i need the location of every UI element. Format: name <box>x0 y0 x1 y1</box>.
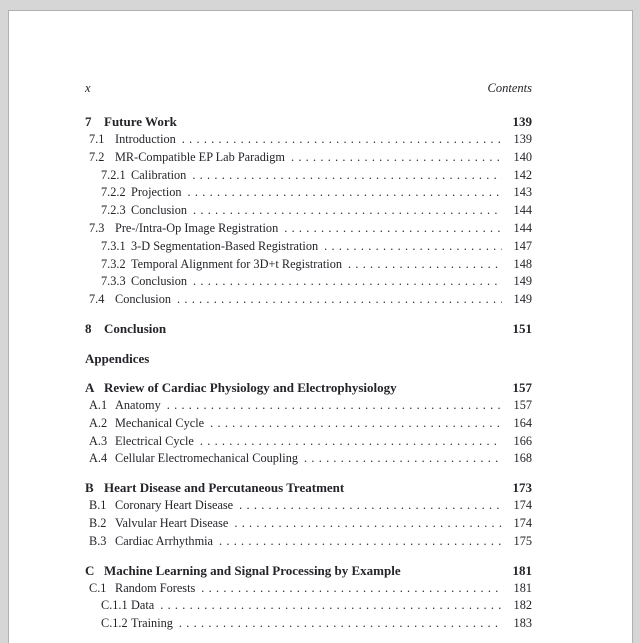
toc-entry-page: 157 <box>513 397 532 412</box>
toc-entry-number: A <box>85 379 95 395</box>
dot-leader <box>192 167 502 185</box>
folio-page-number: x <box>85 81 91 95</box>
toc-entry-title: Heart Disease and Percutaneous Treatment <box>104 480 345 496</box>
toc-entry-title: Calibration <box>131 167 187 182</box>
toc-entry-page: 148 <box>513 256 532 271</box>
toc-entry[interactable] <box>85 273 532 291</box>
running-header <box>85 81 532 96</box>
dot-leader <box>193 202 502 220</box>
toc-entry-number: 7.4 <box>89 292 105 307</box>
running-header-title: Contents <box>487 81 532 95</box>
dot-leader <box>234 515 502 533</box>
toc-entry-title: Appendices <box>85 350 150 366</box>
toc-entry-title: Introduction <box>115 132 176 146</box>
toc-entry[interactable] <box>85 450 532 468</box>
toc-entry-number: C.1.2 <box>101 616 128 631</box>
toc-entry[interactable] <box>85 478 532 497</box>
toc-entry[interactable] <box>85 149 532 167</box>
toc-entry-page: 181 <box>513 580 532 595</box>
toc-entry-title: Electrical Cycle <box>115 433 194 448</box>
toc-entry-page: 147 <box>513 238 532 253</box>
dot-leader <box>219 533 502 551</box>
toc-entry-number: C <box>85 562 95 578</box>
toc-entry-number: 7.2.3 <box>101 203 126 218</box>
dot-leader <box>324 238 502 256</box>
toc-entry-title: Conclusion <box>131 203 188 218</box>
toc-entry-title: Temporal Alignment for 3D+t Registration <box>131 256 342 271</box>
dot-leader <box>200 433 502 451</box>
dot-leader <box>210 415 502 433</box>
toc-entry-number: B.3 <box>89 533 107 548</box>
toc-entry-number: B.1 <box>89 498 107 513</box>
toc-entry-number: B <box>85 480 94 496</box>
toc-entry-title: Pre-/Intra-Op Image Registration <box>115 220 279 235</box>
toc-entry[interactable] <box>85 533 532 551</box>
toc-heading <box>85 349 532 368</box>
toc-entry[interactable] <box>85 131 532 149</box>
toc-entry-page: 139 <box>513 132 532 146</box>
toc-entry-page: 151 <box>512 320 532 336</box>
toc-entry[interactable] <box>85 497 532 515</box>
dot-leader <box>188 184 502 202</box>
document-page <box>8 10 633 643</box>
toc-entry-page: 174 <box>513 515 532 530</box>
toc-entry-number: B.2 <box>89 515 107 530</box>
toc-entry-number: A.4 <box>89 451 108 466</box>
toc-entry-page: 144 <box>513 220 532 235</box>
toc-entry-number: 7.2 <box>89 149 105 164</box>
toc-entry[interactable] <box>85 561 532 580</box>
toc-entry-page: 175 <box>513 533 532 548</box>
toc-entry[interactable] <box>85 220 532 238</box>
toc-entry-title: Cellular Electromechanical Coupling <box>115 451 299 466</box>
toc-entry-page: 140 <box>513 149 532 164</box>
toc-entry-title: Review of Cardiac Physiology and Electrophysiology <box>104 379 397 395</box>
toc-entry-title: Training <box>131 616 173 631</box>
toc-entry-number: 7.3 <box>89 220 105 235</box>
toc-entry[interactable] <box>85 433 532 451</box>
toc-entry-page: 181 <box>512 562 532 578</box>
toc-entry-title: Coronary Heart Disease <box>115 498 234 513</box>
toc-list <box>85 112 532 633</box>
toc-entry-number: 7 <box>85 114 92 129</box>
toc-entry-title: Data <box>131 598 155 613</box>
toc-entry-number: 7.3.2 <box>101 256 126 271</box>
toc-entry[interactable] <box>85 415 532 433</box>
toc-entry-title: Projection <box>131 185 182 200</box>
dot-leader <box>239 497 502 515</box>
toc-entry[interactable] <box>85 184 532 202</box>
toc-entry-page: 149 <box>513 292 532 307</box>
toc-entry-number: A.3 <box>89 433 108 448</box>
toc-entry-number: A.1 <box>89 397 108 412</box>
toc-entry[interactable] <box>85 256 532 274</box>
toc-entry-title: Conclusion <box>131 274 188 289</box>
toc-entry-title: Machine Learning and Signal Processing by Example <box>104 562 401 578</box>
toc-entry-title: Future Work <box>104 114 177 129</box>
toc-entry-page: 174 <box>513 498 532 513</box>
toc-entry[interactable] <box>85 238 532 256</box>
toc-entry-title: MR-Compatible EP Lab Paradigm <box>115 149 285 164</box>
toc-entry[interactable] <box>85 291 532 309</box>
toc-entry-title: Cardiac Arrhythmia <box>115 533 214 548</box>
dot-leader <box>167 397 502 415</box>
dot-leader <box>177 291 502 309</box>
toc-entry-number: 7.2.1 <box>101 167 126 182</box>
toc-entry[interactable] <box>85 378 532 397</box>
toc-entry-page: 182 <box>513 598 532 613</box>
toc-entry-title: Valvular Heart Disease <box>115 515 229 530</box>
dot-leader <box>182 131 502 149</box>
toc-entry-title: Conclusion <box>104 320 167 336</box>
toc-entry[interactable] <box>85 397 532 415</box>
toc-entry-page: 144 <box>513 203 532 218</box>
toc-entry[interactable] <box>85 597 532 615</box>
toc-entry-page: 143 <box>513 185 532 200</box>
dot-leader <box>284 220 502 238</box>
toc-entry-title: 3-D Segmentation-Based Registration <box>131 238 319 253</box>
toc-entry-title: Conclusion <box>115 292 172 307</box>
toc-entry-number: 8 <box>85 320 92 336</box>
toc-entry-title: Mechanical Cycle <box>115 415 205 430</box>
toc-entry-page: 139 <box>512 114 532 129</box>
toc-entry[interactable] <box>85 319 532 338</box>
toc-entry[interactable] <box>85 202 532 220</box>
dot-leader <box>348 256 502 274</box>
toc-entry-page: 157 <box>512 379 532 395</box>
toc-entry[interactable] <box>85 615 532 633</box>
dot-leader <box>160 597 502 615</box>
toc-entry-number: C.1 <box>89 580 107 595</box>
dot-leader <box>304 450 502 468</box>
toc-entry-number: A.2 <box>89 415 108 430</box>
toc-entry[interactable] <box>85 515 532 533</box>
toc-entry[interactable] <box>85 112 532 131</box>
toc-entry-title: Anatomy <box>115 397 161 412</box>
toc-entry-page: 166 <box>513 433 532 448</box>
toc-entry[interactable] <box>85 580 532 598</box>
dot-leader <box>179 615 502 633</box>
toc-entry-number: C.1.1 <box>101 598 128 613</box>
toc-entry-page: 173 <box>512 480 532 496</box>
dot-leader <box>291 149 502 167</box>
toc-entry-page: 149 <box>513 274 532 289</box>
dot-leader <box>193 273 502 291</box>
toc-entry-page: 164 <box>513 415 532 430</box>
dot-leader <box>201 580 502 598</box>
toc-entry-number: 7.2.2 <box>101 185 126 200</box>
toc-entry-page: 142 <box>513 167 532 182</box>
toc-entry-title: Random Forests <box>115 580 196 595</box>
toc-entry-number: 7.3.3 <box>101 274 126 289</box>
toc-entry-page: 168 <box>513 451 532 466</box>
toc-entry-number: 7.1 <box>89 132 105 146</box>
toc-entry-number: 7.3.1 <box>101 238 126 253</box>
toc-entry-page: 183 <box>513 616 532 631</box>
toc-entry[interactable] <box>85 167 532 185</box>
